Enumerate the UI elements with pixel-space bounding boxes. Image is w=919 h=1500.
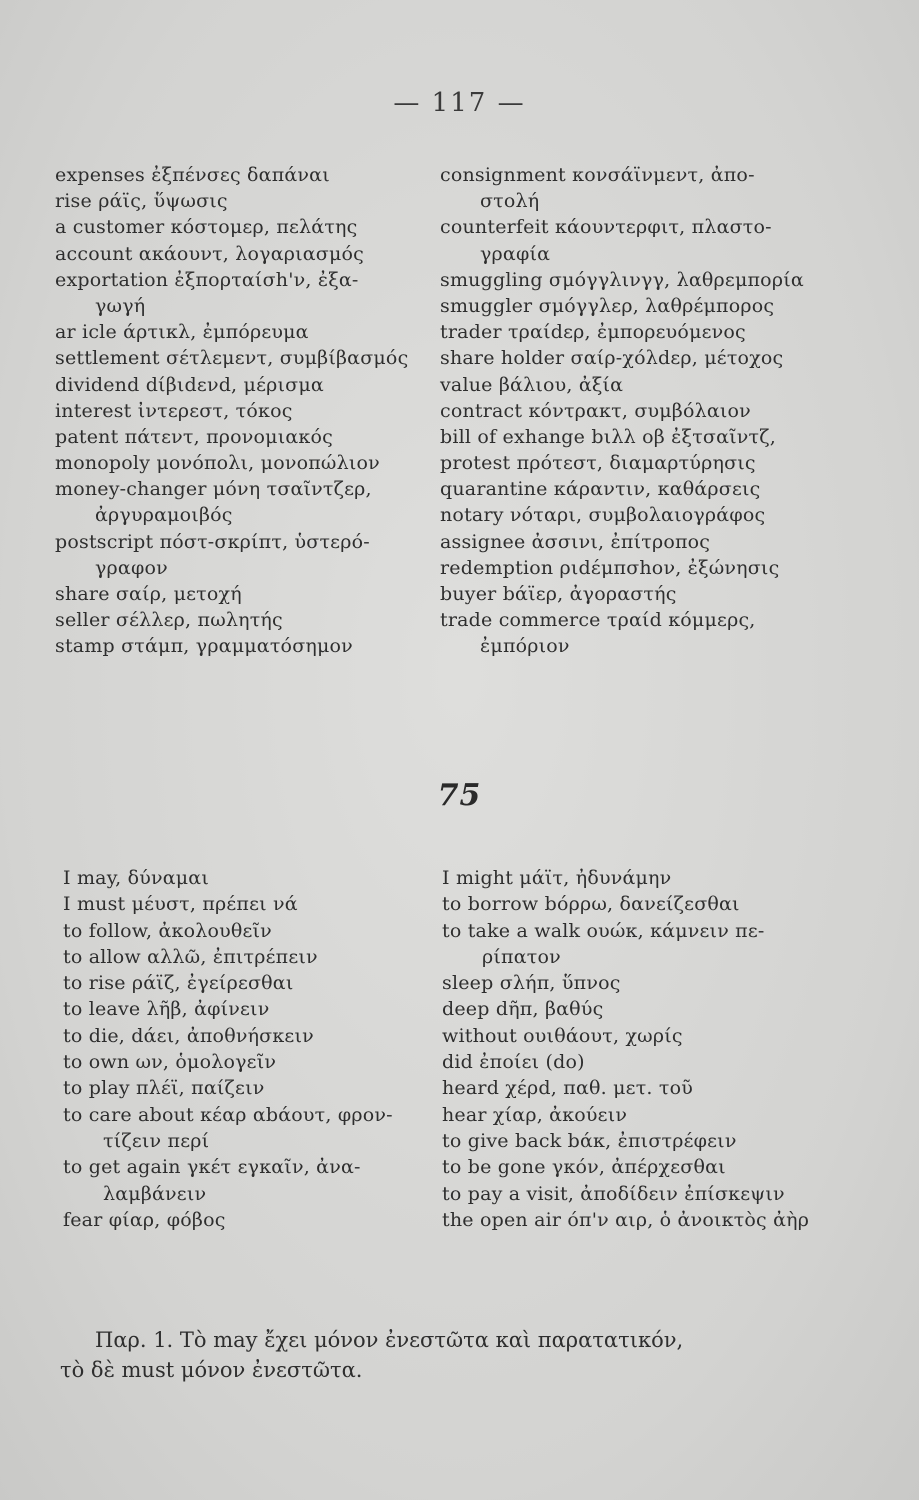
vocab-entry: to get again γκέτ εγκαῖν, ἀνα- [63,1156,361,1179]
vocab-entry: a customer κόστομερ, πελάτης [55,216,358,239]
vocab-entry: ρίπατον [482,945,561,968]
vocab-entry: to rise ράϊζ, ἐγείρεσθαι [63,972,294,995]
vocab-entry: postscript πόστ-σκρίπτ, ὑστερό- [55,530,370,553]
vocab-entry: smuggling σμόγγλινγγ, λαθρεμπορία [440,268,804,291]
vocab-entry: share holder σαίρ-χόλdερ, μέτοχος [440,347,784,370]
grammar-note [60,1325,850,1385]
vocab-entry: ar icle άρτικλ, ἐμπόρευμα [55,321,309,344]
vocab-entry: assignee ἀσσινι, ἐπίτροπος [440,530,711,553]
vocab-entry: ἀργυραμοιβός [95,504,233,527]
vocab-entry: account ακάουντ, λογαριασμός [55,242,364,265]
vocab-entry: settlement σέτλεμεντ, συμβίβασμός [55,347,409,370]
vocab-entry: trader τραίdερ, ἐμπορευόμενος [440,321,746,344]
vocab-entry: share σαίρ, μετοχή [55,583,242,605]
vocab-entry: to care about κέαρ αbάουτ, φρον- [63,1103,393,1126]
vocab-entry: to pay a visit, ἀποδίδειν ἐπίσκεψιν [442,1182,785,1205]
vocab-entry: monopoly μονόπολι, μονοπώλιον [55,452,380,475]
vocab-entry: to own ων, ὁμολογεῖν [63,1051,277,1074]
vocab-entry: money-changer μόνη τσαῖντζερ, [55,478,372,501]
vocab-entry: dividend dίβιdενd, μέρισμα [55,373,324,396]
vocab-entry: buyer bάϊερ, ἀγοραστής [440,583,677,605]
vocab-entry: to follow, ἀκολουθεῖν [63,919,272,942]
vocab-entry: to take a walk ουώκ, κάμνειν πε- [442,919,765,942]
vocab-entry: consignment κονσάϊνμεντ, ἀπο- [440,164,755,186]
vocab-entry: I must μέυστ, πρέπει νά [63,893,298,916]
vocab-entry: quarantine κάραντιν, καθάρσεις [440,478,761,501]
vocab-entry: rise ράϊς, ὕψωσις [55,190,228,213]
page-number: — 117 — [393,88,526,118]
vocab-entry: to give back bάκ, ἐπιστρέφειν [442,1129,737,1152]
vocab-entry: redemption ριdέμπσhον, ἐξώνησις [440,556,780,579]
vocab-entry: patent πάτεντ, προνομιακός [55,425,333,448]
vocab-entry: στολή [480,190,540,213]
vocab-entry: ἐμπόριον [480,635,570,658]
vocab-entry: heard χέρd, παθ. μετ. τοῦ [442,1077,693,1100]
vocab-entry: λαμβάνειν [103,1182,207,1205]
vocab-entry: without ουιθάουτ, χωρίς [442,1024,683,1047]
vocab-entry: to be gone γκόν, ἀπέρχεσθαι [442,1156,726,1179]
vocab-entry: hear χίαρ, ἀκούειν [442,1103,628,1126]
vocab-entry: stamp στάμπ, γραμματόσημον [55,635,353,658]
vocab-entry: γραφία [480,242,551,265]
section-number: 75 [437,778,482,813]
vocab-entry: trade commerce τραίd κόμμερς, [440,609,756,632]
vocab-entry: did ἐποίει (do) [442,1051,585,1074]
note-line-1: Παρ. 1. Τὸ may ἔχει μόνον ἐνεστῶτα καὶ παρατατικόν, [95,1328,684,1352]
vocab-entry: fear φίαρ, φόβος [63,1208,226,1231]
vocab-entry: to allow αλλῶ, ἐπιτρέπειν [63,945,318,968]
vocab-entry: contract κόντρακτ, συμβόλαιον [440,399,751,422]
vocab-entry: deep dῆπ, βαθύς [442,998,604,1021]
vocab-entry: to die, dάει, ἀποθνήσκειν [63,1024,314,1047]
note-line-2: τὸ δὲ must μόνον ἐνεστῶτα. [60,1358,363,1382]
vocab-entry: I might μάϊτ, ἠδυνάμην [442,867,672,889]
vocab-entry: value βάλιου, ἀξία [440,373,624,396]
vocab-entry: γραφον [95,556,168,579]
vocab-entry: interest ἰντερεστ, τόκος [55,399,293,422]
vocab-entry: smuggler σμόγγλερ, λαθρέμπορος [440,294,775,317]
vocab-entry: γωγή [95,294,146,317]
vocab-entry: exportation ἐξπορταίσh'ν, ἐξα- [55,268,359,291]
vocab-entry: bill of exhange bιλλ οβ ἐξτσαῖντζ, [440,425,776,448]
vocab-column-left [55,162,425,660]
vocab-column-right-2 [442,865,872,1233]
vocab-entry: the open air όπ'ν αιρ, ὁ ἀνοικτὸς ἀὴρ [442,1208,810,1231]
vocab-entry: notary νόταρι, συμβολαιογράφος [440,504,766,527]
vocab-entry: to leave λῆβ, ἀφίνειν [63,998,270,1021]
vocab-entry: I may, δύναμαι [63,867,209,889]
vocab-column-left-2 [63,865,433,1233]
vocab-entry: to borrow bόρρω, δανείζεσθαι [442,893,740,916]
vocab-entry: protest πρότεστ, διαμαρτύρησις [440,452,756,475]
vocab-entry: sleep σλήπ, ὕπνος [442,972,621,995]
vocab-entry: seller σέλλερ, πωλητής [55,609,283,632]
vocab-entry: counterfeit κάουντερφιτ, πλαστο- [440,216,772,239]
vocab-entry: expenses ἐξπένσες δαπάναι [55,164,330,186]
vocab-entry: to play πλέϊ, παίζειν [63,1077,265,1100]
vocab-entry: τίζειν περί [103,1129,210,1152]
vocab-column-right [440,162,870,660]
